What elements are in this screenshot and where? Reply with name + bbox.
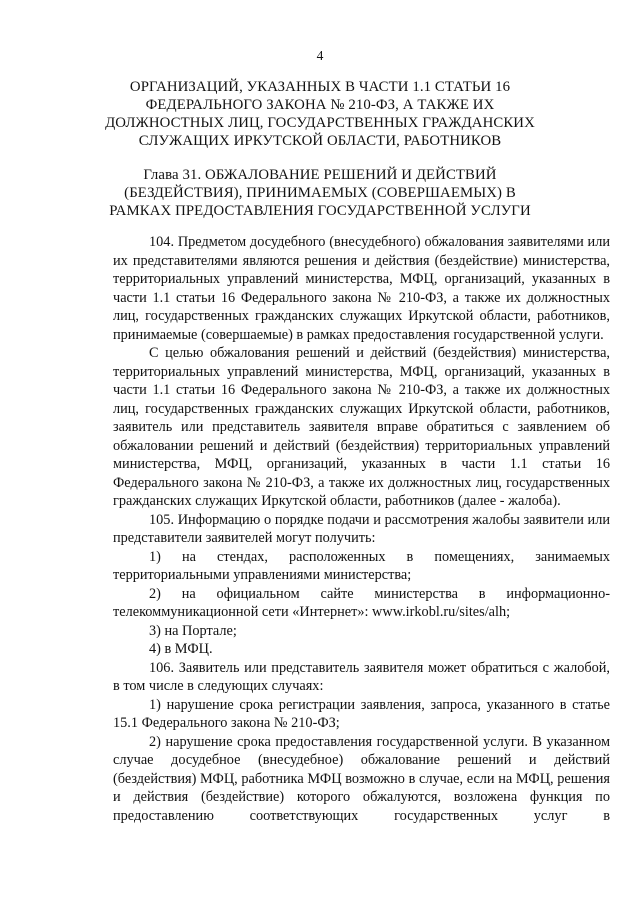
case-item-1: 1) нарушение срока регистрации заявления, запроса, указанного в статье 15.1 Федерального закона № 210-ФЗ; <box>113 696 610 731</box>
paragraph-106: 106. Заявитель или представитель заявителя может обратиться с жалобой, в том числе в следующих случаях: <box>113 659 610 694</box>
list-item-2-website: 2) на официальном сайте министерства в информационно-телекоммуникационной сети «Интернет»: www.irkobl.ru/sites/alh; <box>113 585 610 620</box>
body-text <box>113 233 610 825</box>
case-item-2: 2) нарушение срока предоставления государственной услуги. В указанном случае досудебное (внесудебное) обжалование решений и действий (бездействия) МФЦ, работника МФЦ возможно в случае, если на МФЦ, решения и действия (бездействие) которого обжалуются, возложена функция по предоставлению соответствующих государственных услуг в <box>113 733 610 824</box>
list-item-1-stands: 1) на стендах, расположенных в помещениях, занимаемых территориальными управлениями министерства; <box>113 548 610 583</box>
list-item-4-mfc: 4) в МФЦ. <box>149 641 213 657</box>
paragraph-appeal-purpose: С целью обжалования решений и действий (бездействия) министерства, территориальных управлений министерства, МФЦ, организаций, указанных в части 1.1 статьи 16 Федерального закона № 210-ФЗ, а также их должностных лиц, государственных гражданских служащих Иркутской области, работников, заявитель или представитель заявителя вправе обратиться с заявлением об обжаловании решений и действий (бездействия) территориальных управлений министерства, МФЦ, организаций, указанных в части 1.1 статьи 16 Федерального закона № 210-ФЗ, а также их должностных лиц, государственных гражданских служащих Иркутской области, работников (далее - жалоба). <box>113 345 610 509</box>
page-number: 4 <box>316 48 324 63</box>
paragraph-104: 104. Предметом досудебного (внесудебного) обжалования заявителями или их представителями являются решения и действия (бездействие) министерства, территориальных управлений министерства, МФЦ, организаций, указанных в части 1.1 статьи 16 Федерального закона № 210-ФЗ, а также их должностных лиц, государственных гражданских служащих Иркутской области, работников, принимаемые (совершаемые) в рамках предоставления государственной услуги. <box>113 234 610 343</box>
list-item-3-portal: 3) на Портале; <box>149 622 237 639</box>
paragraph-105: 105. Информацию о порядке подачи и рассмотрения жалобы заявители или представители заявителей могут получить: <box>113 511 610 546</box>
section-heading-continuation: ОРГАНИЗАЦИЙ, УКАЗАННЫХ В ЧАСТИ 1.1 СТАТЬИ 16 ФЕДЕРАЛЬНОГО ЗАКОНА № 210-ФЗ, А ТАКЖЕ ИХ ДОЛЖНОСТНЫХ ЛИЦ, ГОСУДАРСТВЕННЫХ ГРАЖДАНСКИХ СЛУЖАЩИХ ИРКУТСКОЙ ОБЛАСТИ, РАБОТНИКОВ <box>105 79 535 149</box>
chapter-heading: Глава 31. ОБЖАЛОВАНИЕ РЕШЕНИЙ И ДЕЙСТВИЙ (БЕЗДЕЙСТВИЯ), ПРИНИМАЕМЫХ (СОВЕРШАЕМЫХ) В РАМКАХ ПРЕДОСТАВЛЕНИЯ ГОСУДАРСТВЕННОЙ УСЛУГИ <box>109 167 531 219</box>
